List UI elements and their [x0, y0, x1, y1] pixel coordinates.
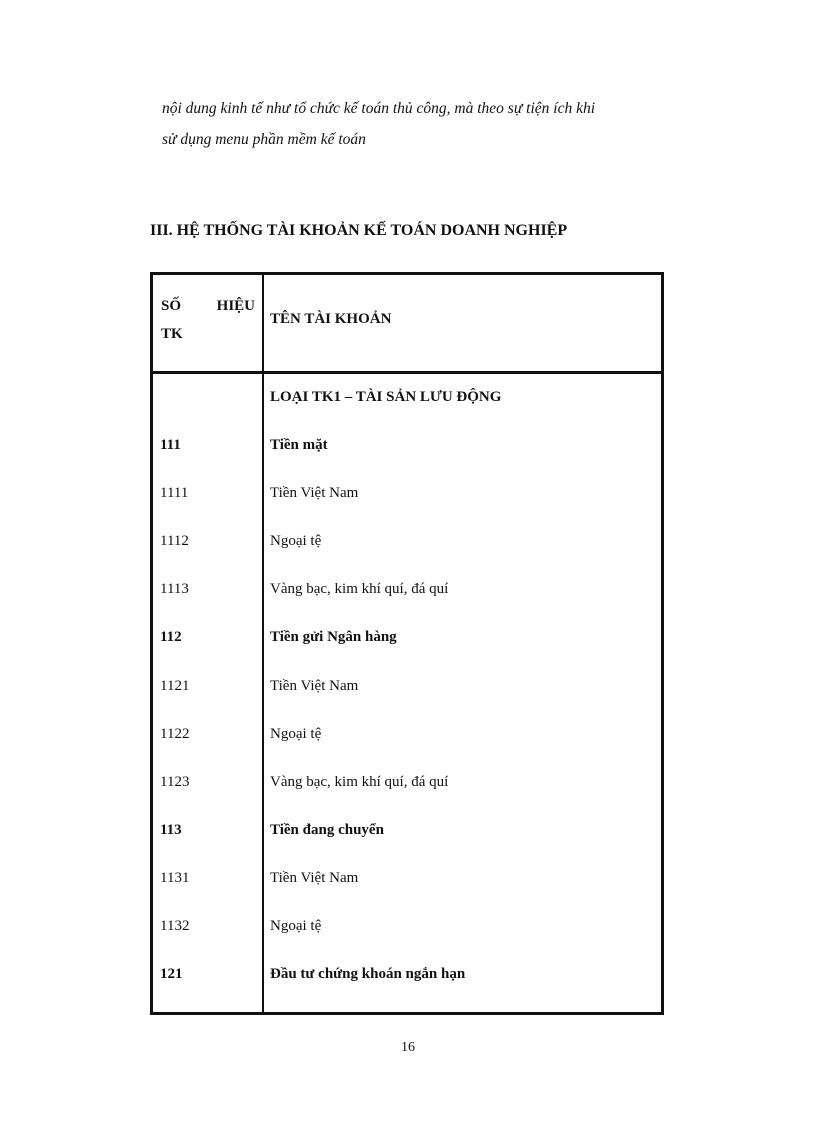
- table-row: [153, 427, 661, 475]
- table-row: [153, 475, 661, 523]
- account-code: 1121: [160, 677, 190, 694]
- account-name: Vàng bạc, kim khí quí, đá quí: [270, 773, 449, 790]
- table-row: [153, 716, 661, 764]
- account-name: Tiền gửi Ngân hàng: [270, 629, 397, 646]
- account-code: 113: [160, 821, 182, 838]
- table-row: [153, 860, 661, 908]
- account-code: 1112: [160, 533, 189, 550]
- account-table: [150, 272, 664, 1015]
- account-name: Ngoại tệ: [270, 918, 322, 935]
- account-name: Tiền Việt Nam: [270, 869, 359, 886]
- header-account-code: [161, 292, 255, 348]
- account-code: 1113: [160, 581, 189, 598]
- account-code: 1123: [160, 773, 190, 790]
- intro-line-2: sử dụng menu phần mềm kế toán: [162, 131, 366, 148]
- table-row: [153, 812, 661, 860]
- account-name: Ngoại tệ: [270, 533, 322, 550]
- header-code-word-1: SỐ: [161, 298, 182, 314]
- account-name: Tiền Việt Nam: [270, 485, 359, 502]
- header-code-word-3: TK: [161, 326, 183, 342]
- intro-line-1: nội dung kinh tế như tổ chức kế toán thủ công, mà theo sự tiện ích khi: [162, 100, 596, 117]
- table-row: [153, 523, 661, 571]
- table-row: [153, 908, 661, 956]
- account-name: Tiền đang chuyển: [270, 821, 384, 838]
- account-code: 1132: [160, 918, 190, 935]
- table-body: [153, 379, 661, 1004]
- account-code: 1122: [160, 725, 190, 742]
- account-code: 1131: [160, 869, 190, 886]
- account-name: Vàng bạc, kim khí quí, đá quí: [270, 581, 449, 598]
- table-row: [153, 764, 661, 812]
- table-row: [153, 619, 661, 667]
- account-code: 111: [160, 437, 181, 454]
- table-row: [153, 956, 661, 1004]
- intro-paragraph: [162, 93, 682, 155]
- section-heading: III. HỆ THỐNG TÀI KHOẢN KẾ TOÁN DOANH NGHIỆP: [150, 222, 568, 239]
- account-code: 121: [160, 966, 183, 983]
- account-name: LOẠI TK1 – TÀI SẢN LƯU ĐỘNG: [270, 389, 502, 405]
- header-code-word-2: HIỆU: [216, 298, 255, 314]
- header-account-name: TÊN TÀI KHOẢN: [270, 311, 392, 327]
- account-name: Tiền Việt Nam: [270, 677, 359, 694]
- account-code: 112: [160, 629, 182, 646]
- account-name: Đầu tư chứng khoán ngắn hạn: [270, 966, 466, 983]
- page-number: 16: [401, 1040, 415, 1055]
- account-name: Tiền mặt: [270, 437, 328, 454]
- table-row: [153, 379, 661, 427]
- table-row: [153, 571, 661, 619]
- account-code: 1111: [160, 485, 189, 502]
- table-header-row: [153, 275, 661, 374]
- account-name: Ngoại tệ: [270, 725, 322, 742]
- table-row: [153, 668, 661, 716]
